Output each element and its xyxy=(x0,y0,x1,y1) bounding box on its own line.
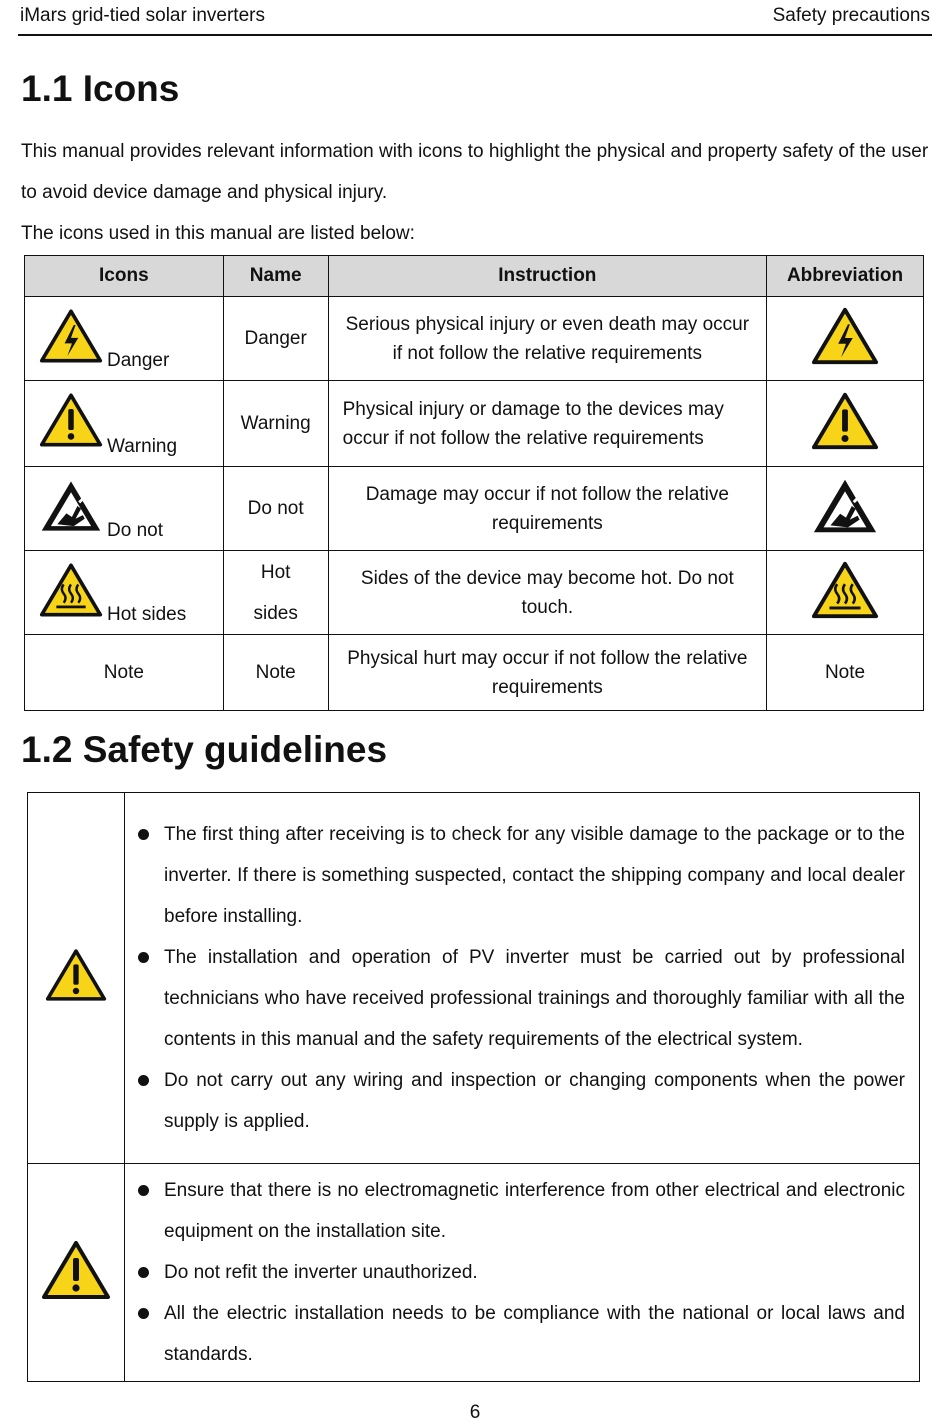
guideline-list xyxy=(137,814,905,1142)
list-item: Ensure that there is no electromagnetic interference from other electrical and electronic equipment on the installation site. xyxy=(137,1170,905,1252)
guideline-icon-cell xyxy=(28,793,125,1164)
table-row xyxy=(25,551,924,635)
header-abbreviation: Abbreviation xyxy=(767,256,924,297)
name-cell: Warning xyxy=(223,381,328,467)
name-cell: Do not xyxy=(223,467,328,551)
guideline-text-cell xyxy=(125,1164,920,1382)
icon-label: Do not xyxy=(107,520,163,541)
page-number: 6 xyxy=(469,1402,481,1422)
table-row xyxy=(25,381,924,467)
icon-cell xyxy=(25,297,224,381)
abbreviation-cell xyxy=(767,297,924,381)
hot-surface-icon xyxy=(811,560,879,620)
header-chapter-title: Safety precautions xyxy=(772,5,930,26)
list-item: The installation and operation of PV inverter must be carried out by professional technicians who have received professional trainings and thoroughly familiar with all the contents in this manual and the safety requirements of the electrical system. xyxy=(137,937,905,1060)
list-item: Do not carry out any wiring and inspection or changing components when the power supply is applied. xyxy=(137,1060,905,1142)
safety-guidelines-table xyxy=(27,792,920,1382)
icons-list-intro: The icons used in this manual are listed below: xyxy=(21,223,415,244)
exclamation-warning-icon xyxy=(811,391,879,451)
electrostatic-hand-icon xyxy=(811,476,879,536)
page-header xyxy=(18,0,932,36)
section-title-icons: 1.1 Icons xyxy=(21,68,180,109)
high-voltage-icon xyxy=(39,307,103,365)
hot-surface-icon xyxy=(39,561,103,619)
guideline-list xyxy=(137,1170,905,1375)
icon-label: Hot sides xyxy=(107,604,187,625)
abbreviation-cell: Note xyxy=(767,635,924,711)
name-cell: Note xyxy=(223,635,328,711)
icon-label: Danger xyxy=(107,350,170,371)
instruction-cell: Physical hurt may occur if not follow the relative requirements xyxy=(328,635,766,711)
exclamation-warning-icon xyxy=(41,1239,111,1301)
electrostatic-hand-icon xyxy=(39,477,103,535)
intro-paragraph: This manual provides relevant information with icons to highlight the physical and property safety of the user to avoid device damage and physical injury. xyxy=(21,141,929,203)
icon-label: Warning xyxy=(107,436,178,457)
icon-cell: Note xyxy=(25,635,224,711)
exclamation-warning-icon xyxy=(39,391,103,449)
name-cell-text: Hot sides xyxy=(253,561,298,624)
abbreviation-cell xyxy=(767,467,924,551)
guideline-block xyxy=(28,793,920,1164)
icon-cell xyxy=(25,551,224,635)
high-voltage-icon xyxy=(811,306,879,366)
guideline-text-cell xyxy=(125,793,920,1164)
exclamation-warning-icon xyxy=(45,948,107,1002)
header-instruction: Instruction xyxy=(328,256,766,297)
table-row xyxy=(25,635,924,711)
guideline-block xyxy=(28,1164,920,1382)
table-row xyxy=(25,297,924,381)
instruction-cell: Damage may occur if not follow the relative requirements xyxy=(328,467,766,551)
list-item: All the electric installation needs to be compliance with the national or local laws and standards. xyxy=(137,1293,905,1375)
abbreviation-cell xyxy=(767,381,924,467)
instruction-cell: Physical injury or damage to the devices may occur if not follow the relative requirements xyxy=(328,381,766,467)
table-row xyxy=(25,467,924,551)
header-icons: Icons xyxy=(25,256,224,297)
icons-table-header-row xyxy=(25,256,924,297)
icons-table xyxy=(24,255,924,711)
name-cell xyxy=(223,551,328,635)
section-title-safety-guidelines: 1.2 Safety guidelines xyxy=(21,729,388,770)
abbreviation-cell xyxy=(767,551,924,635)
list-item: The first thing after receiving is to check for any visible damage to the package or to the inverter. If there is something suspected, contact the shipping company and local dealer before installing. xyxy=(137,814,905,937)
icon-cell xyxy=(25,381,224,467)
name-cell: Danger xyxy=(223,297,328,381)
list-item: Do not refit the inverter unauthorized. xyxy=(137,1252,905,1293)
guideline-icon-cell xyxy=(28,1164,125,1382)
instruction-cell: Sides of the device may become hot. Do not touch. xyxy=(328,551,766,635)
header-product-name: iMars grid-tied solar inverters xyxy=(20,5,265,26)
icon-cell xyxy=(25,467,224,551)
instruction-cell: Serious physical injury or even death may occur if not follow the relative requirements xyxy=(328,297,766,381)
header-name: Name xyxy=(223,256,328,297)
